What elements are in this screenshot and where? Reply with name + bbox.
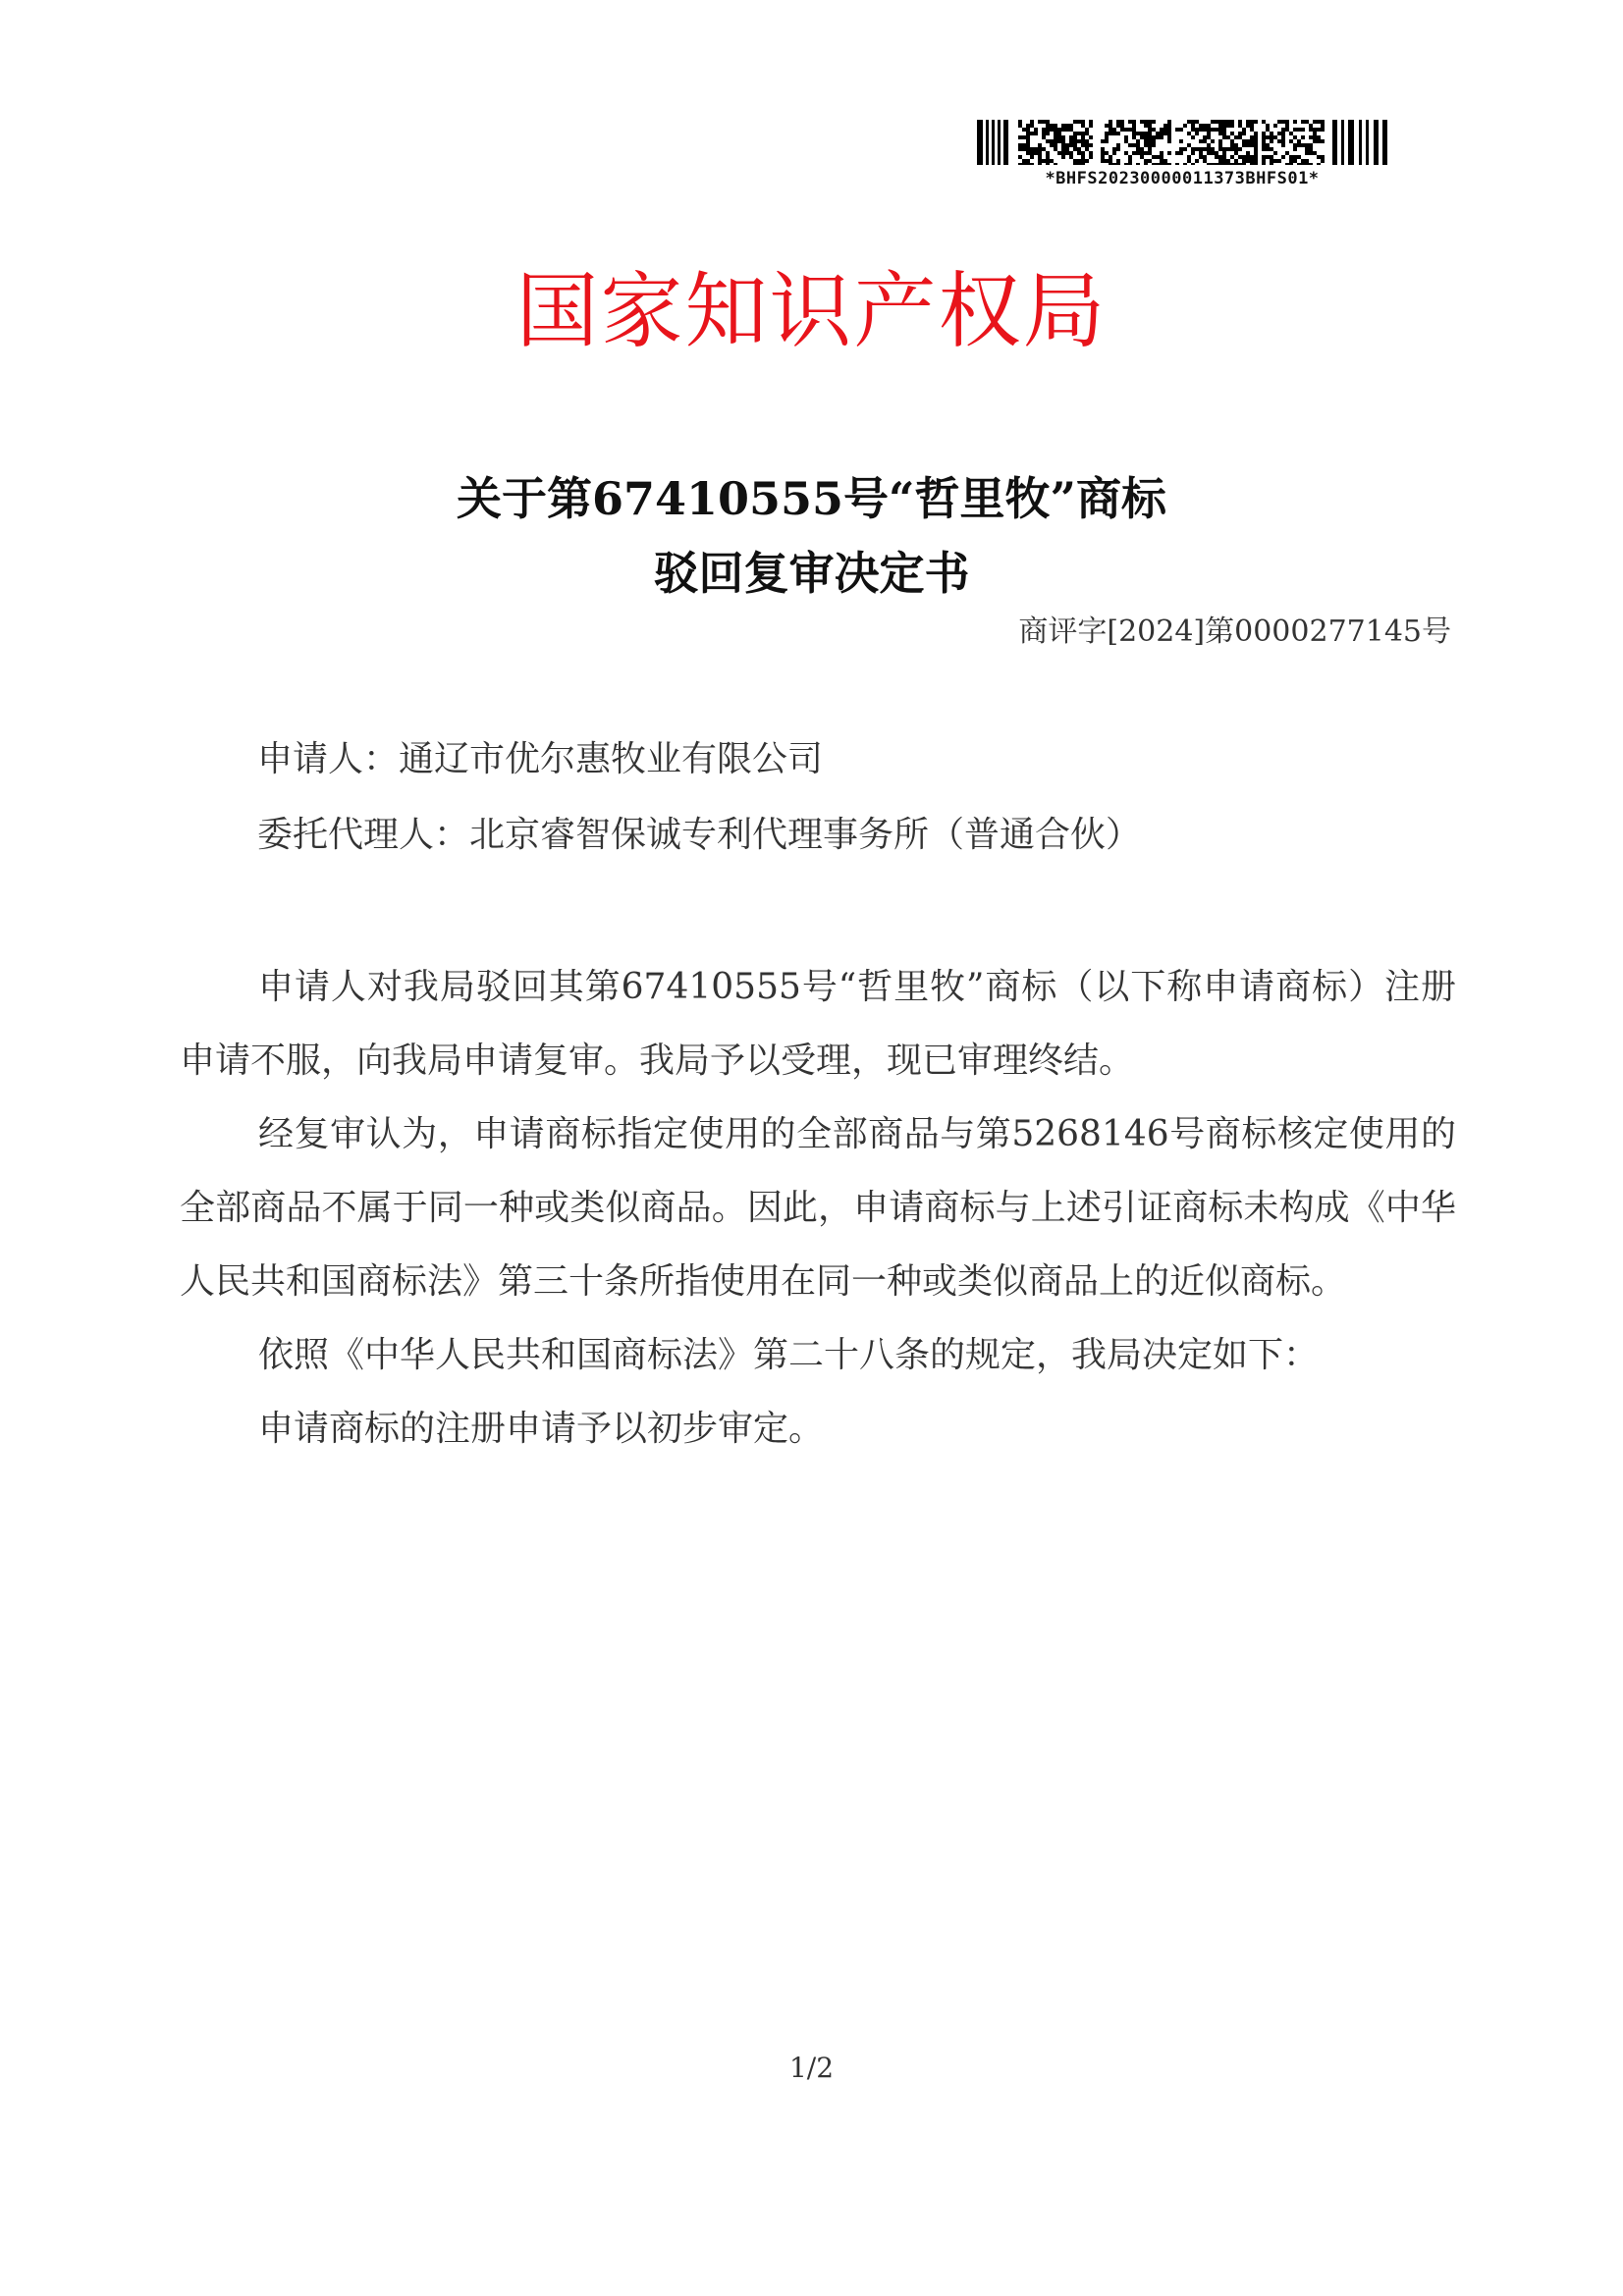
applicant: 申请人：通辽市优尔惠牧业有限公司 xyxy=(257,739,824,779)
document-title-line-2: 驳回复审决定书 xyxy=(653,547,970,600)
page-number: 1/2 xyxy=(788,2052,835,2084)
document-number: 商评字[2024]第0000277145号 xyxy=(1018,614,1451,649)
decision-body xyxy=(180,950,1456,1466)
document-title-line-1: 关于第67410555号“哲里牧”商标 xyxy=(457,472,1166,525)
body-paragraph: 申请商标的注册申请予以初步审定。 xyxy=(258,1409,825,1449)
body-paragraph: 申请人对我局驳回其第67410555号“哲里牧”商标（以下称申请商标）注册申请不服，向我局申请复审。我局予以受理，现已审理终结。 xyxy=(180,967,1456,1081)
agent: 委托代理人：北京睿智保诚专利代理事务所（普通合伙） xyxy=(257,815,1142,855)
barcode-text: *BHFS20230000011373BHFS01* xyxy=(1045,169,1320,188)
body-paragraph: 经复审认为，申请商标指定使用的全部商品与第5268146号商标核定使用的全部商品不属于同一种或类似商品。因此，申请商标与上述引证商标未构成《中华人民共和国商标法》第三十条所指使用在同一种或类似商品上的近似商标。 xyxy=(180,1114,1456,1302)
body-paragraph: 依照《中华人民共和国商标法》第二十八条的规定，我局决定如下： xyxy=(258,1335,1320,1375)
barcode xyxy=(977,120,1387,165)
issuer-header: 国家知识产权局 xyxy=(515,263,1108,359)
